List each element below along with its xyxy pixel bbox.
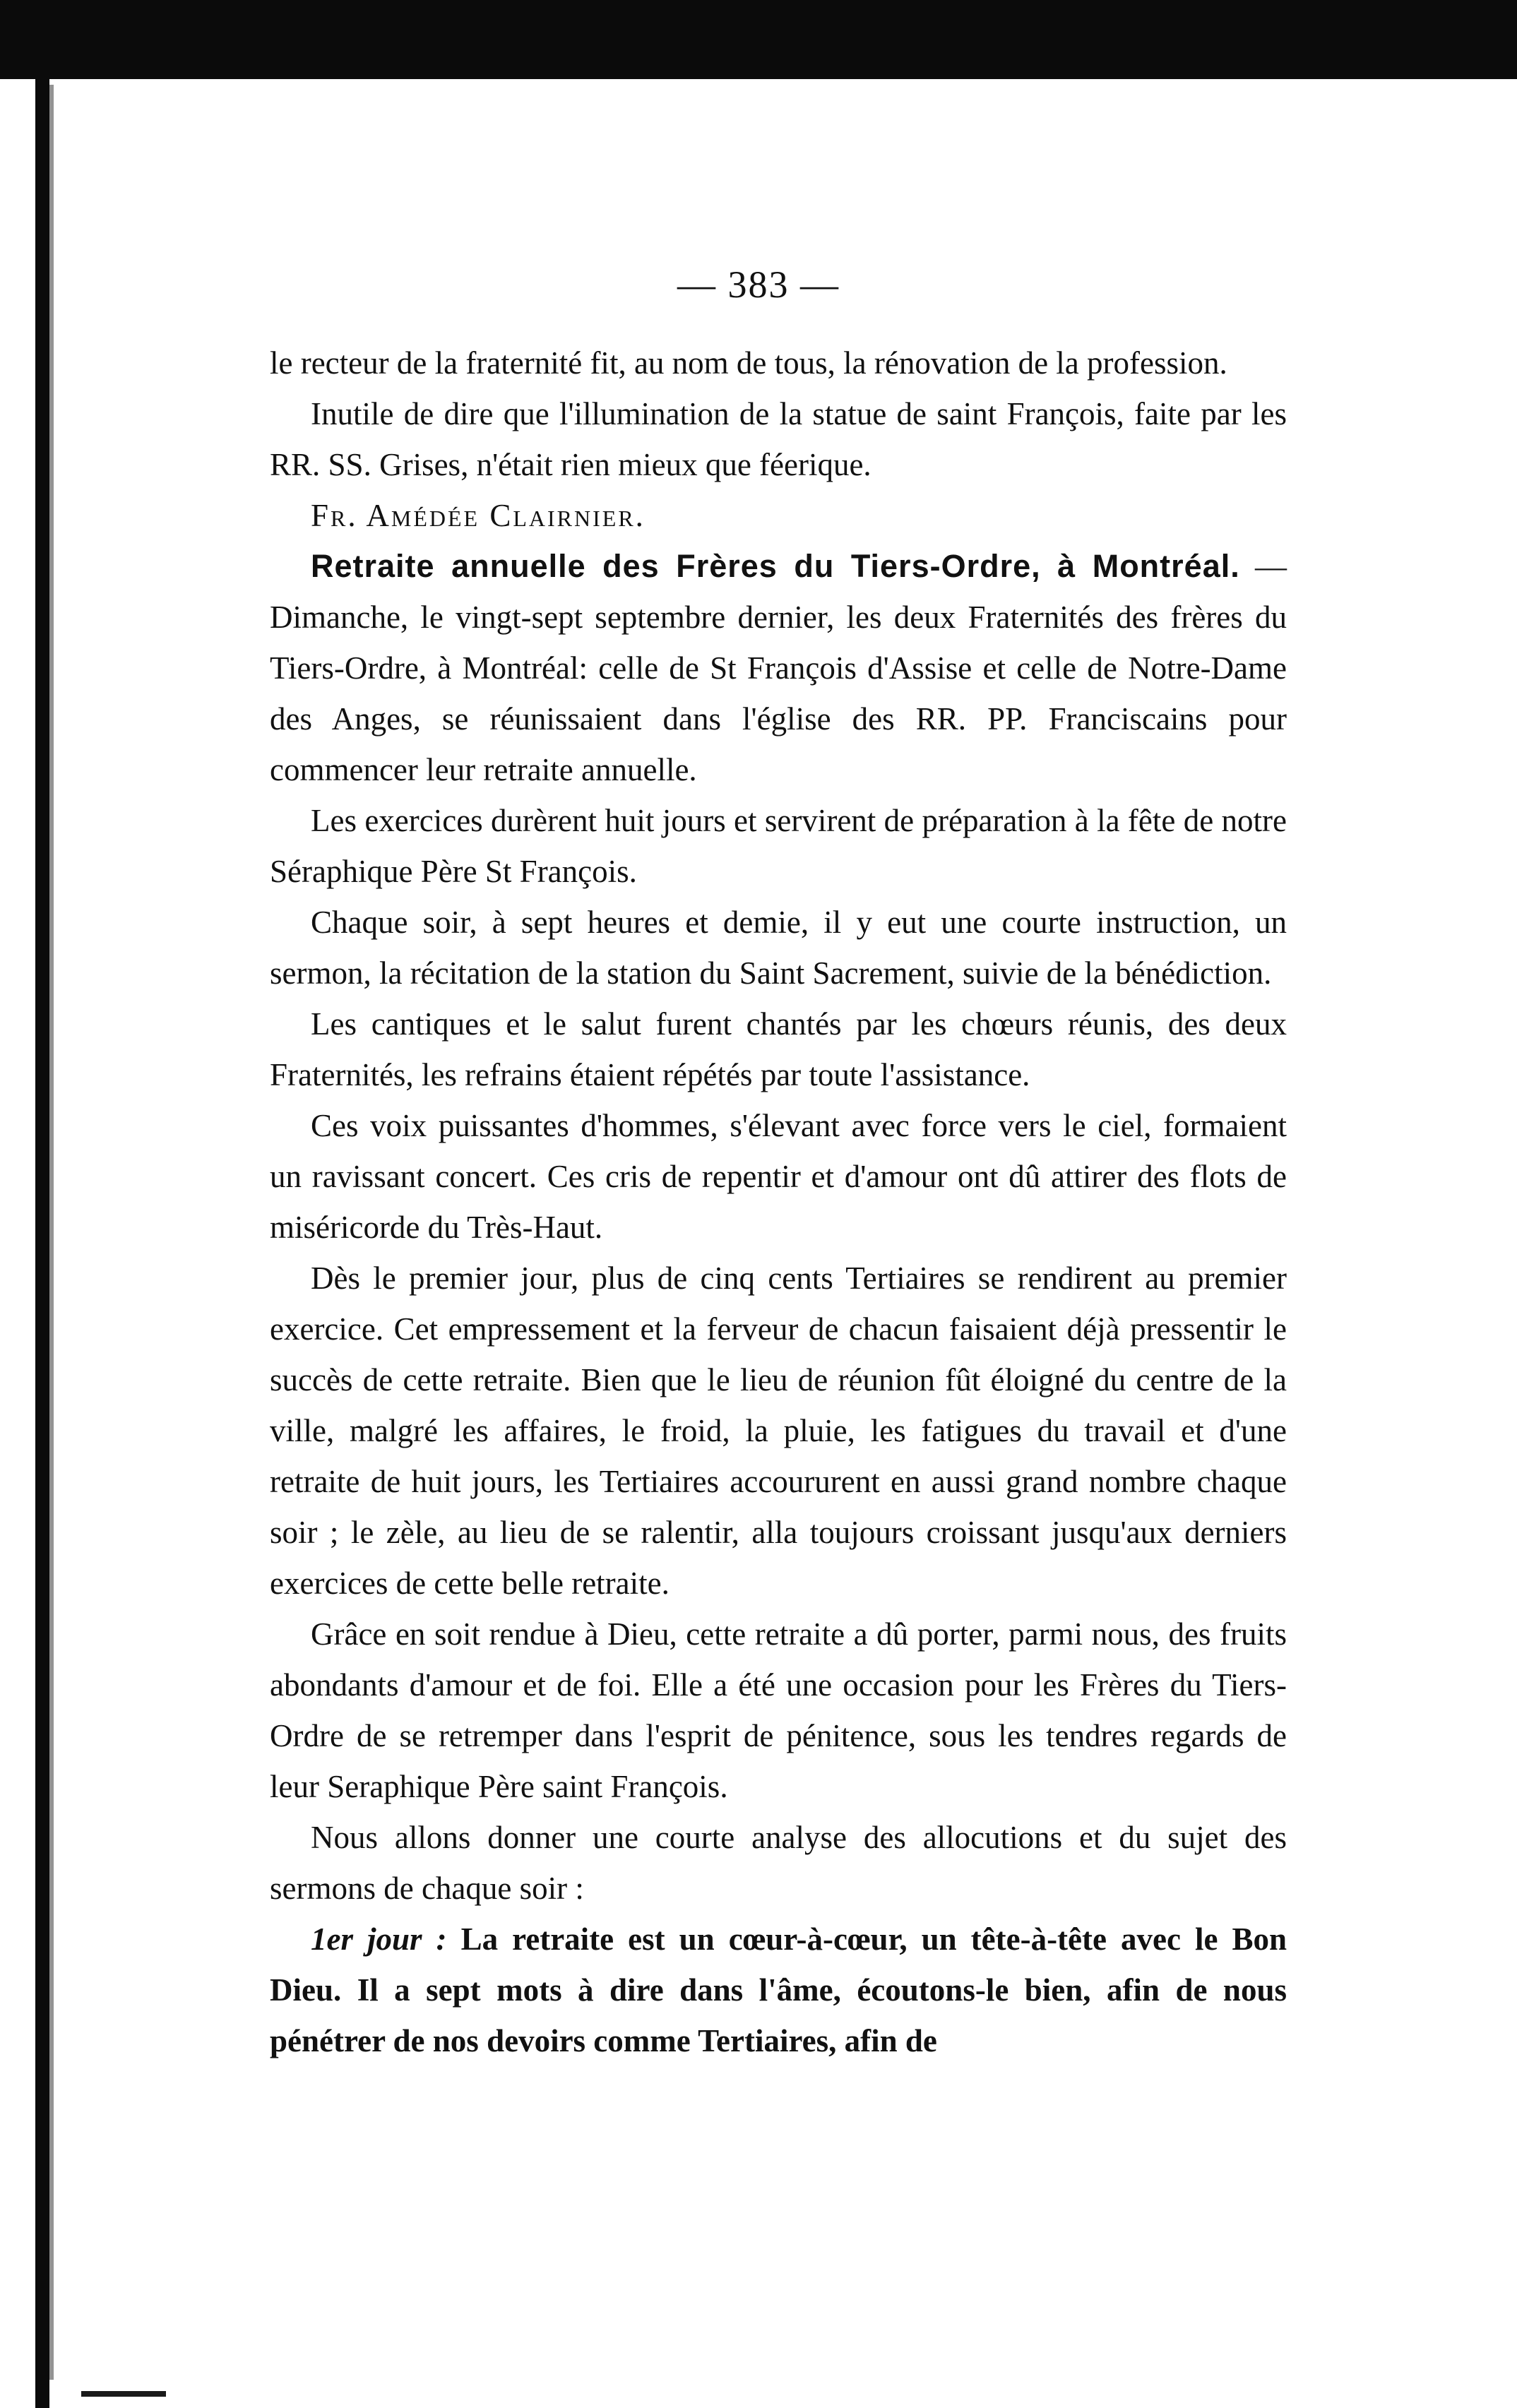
paragraph-voix: Ces voix puissantes d'hommes, s'élevant avec force vers le ciel, formaient un ravissant concert. Ces cris de repentir et d'amour ont dû attirer des flots de miséricorde du Très-Haut.	[270, 1108, 1287, 1245]
paragraph-continuation: le recteur de la fraternité fit, au nom de tous, la rénovation de la profession.	[270, 345, 1227, 381]
paragraph-analyse: Nous allons donner une courte analyse des allocutions et du sujet des sermons de chaque soir :	[270, 1820, 1287, 1906]
scan-top-border	[0, 0, 1517, 79]
scan-left-shadow	[49, 85, 54, 2380]
day-one-text: La retraite est un cœur-à-cœur, un tête-à-tête avec le Bon Dieu. Il a sept mots à dire dans l'âme, écoutons-le bien, afin de nous pénétrer de nos devoirs comme Tertiaires, afin de	[270, 1921, 1287, 2058]
page-body	[270, 338, 1287, 2066]
paragraph-chaque-soir: Chaque soir, à sept heures et demie, il y eut une courte instruction, un sermon, la récitation de la station du Saint Sacrement, suivie de la bénédiction.	[270, 905, 1287, 991]
page-number: — 383 —	[677, 263, 840, 306]
paragraph-day-one	[270, 1914, 1287, 2066]
paragraph-illumination: Inutile de dire que l'illumination de la statue de saint François, faite par les RR. SS. Grises, n'était rien mieux que féerique.	[270, 396, 1287, 482]
section-heading: Retraite annuelle des Frères du Tiers-Ordre, à Montréal.	[311, 548, 1240, 584]
paragraph-cantiques: Les cantiques et le salut furent chantés par les chœurs réunis, des deux Fraternités, les refrains étaient répétés par toute l'assistance.	[270, 1006, 1287, 1092]
paragraph-premier-jour: Dès le premier jour, plus de cinq cents Tertiaires se rendirent au premier exercice. Cet empressement et la ferveur de chacun faisaient déjà pressentir le succès de cette retraite. Bien que le lieu de réunion fût éloigné du centre de la ville, malgré les affaires, le froid, la pluie, les fatigues du travail et d'une retraite de huit jours, les Tertiaires accoururent en aussi grand nombre chaque soir ; le zèle, au lieu de se ralentir, alla toujours croissant jusqu'aux derniers exercices de cette belle retraite.	[270, 1260, 1287, 1601]
signature: Fr. Amédée Clairnier.	[311, 498, 646, 533]
paragraph-retraite	[270, 541, 1287, 795]
scan-bottom-mark	[81, 2391, 166, 2397]
paragraph-exercices: Les exercices durèrent huit jours et servirent de préparation à la fête de notre Séraphique Père St François.	[270, 803, 1287, 889]
scan-left-border	[35, 64, 49, 2408]
paragraph-retraite-text: — Dimanche, le vingt-sept septembre dernier, les deux Fraternités des frères du Tiers-Ordre, à Montréal: celle de St François d'Assise et celle de Notre-Dame des Anges, se réunissaient dans l'église des RR. PP. Franciscains pour commencer leur retraite annuelle.	[270, 549, 1287, 787]
day-one-label: 1er jour :	[311, 1921, 447, 1957]
paragraph-grace: Grâce en soit rendue à Dieu, cette retraite a dû porter, parmi nous, des fruits abondants d'amour et de foi. Elle a été une occasion pour les Frères du Tiers-Ordre de se retremper dans l'esprit de pénitence, sous les tendres regards de leur Seraphique Père saint François.	[270, 1616, 1287, 1804]
